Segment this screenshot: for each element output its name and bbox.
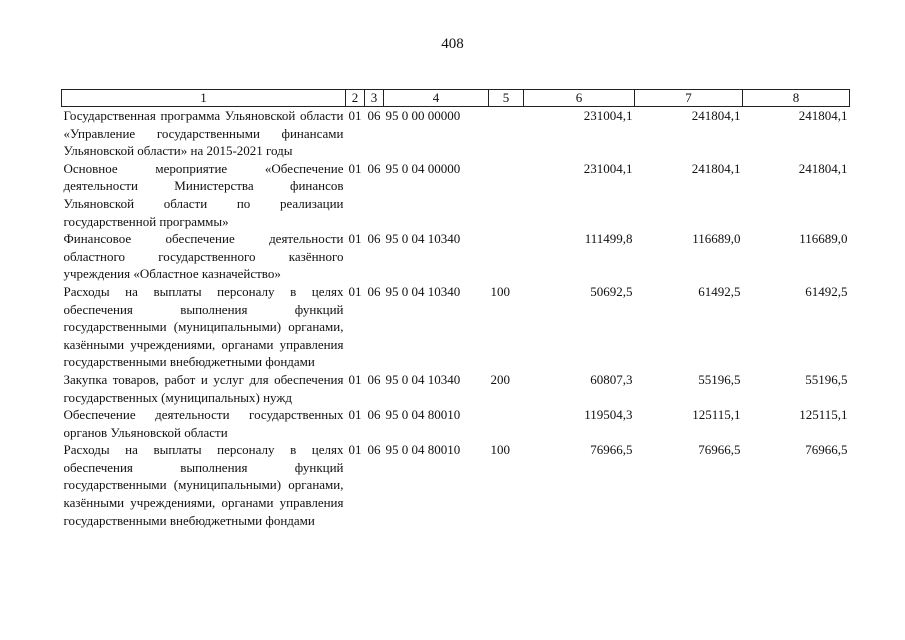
table-header (62, 90, 850, 107)
row-target-code: 95 0 00 00000 (385, 108, 461, 123)
row-expense-type (489, 230, 524, 283)
row-subsection: 06 (367, 407, 381, 423)
row-expense-type (489, 406, 524, 441)
row-amount-col8: 241804,1 (798, 108, 848, 123)
header-col-1: 1 (62, 90, 346, 107)
row-expense-type (489, 107, 524, 160)
table-body (62, 107, 850, 530)
page-number: 408 (441, 36, 464, 52)
header-col-3: 3 (365, 90, 384, 107)
row-amount-col6: 76966,5 (590, 442, 633, 458)
row-section: 01 (348, 108, 362, 123)
row-amount-col8: 61492,5 (805, 283, 848, 299)
row-name: Финансовое обеспечение деятельности областного государственного казённого учреждения «Областное казначейство» (63, 231, 344, 282)
header-col-6: 6 (524, 90, 635, 107)
row-amount-col7: 116689,0 (692, 231, 741, 247)
row-target-code: 95 0 04 80010 (385, 442, 461, 458)
row-amount-col7: 241804,1 (691, 160, 741, 176)
table-row (62, 160, 850, 230)
row-section: 01 (348, 371, 362, 387)
row-subsection: 06 (367, 231, 381, 247)
row-subsection: 06 (367, 283, 381, 299)
header-row (62, 90, 850, 107)
header-col-7: 7 (635, 90, 743, 107)
row-amount-col6: 50692,5 (590, 283, 633, 299)
row-expense-type: 200 (490, 371, 510, 387)
row-target-code: 95 0 04 10340 (385, 283, 461, 299)
row-section: 01 (348, 160, 362, 176)
row-target-code: 95 0 04 10340 (385, 371, 461, 387)
row-expense-type: 100 (490, 283, 510, 299)
row-subsection: 06 (367, 160, 381, 176)
table-row (62, 371, 850, 406)
row-amount-col7: 125115,1 (692, 407, 741, 423)
row-target-code: 95 0 04 00000 (385, 160, 461, 176)
row-amount-col7: 76966,5 (698, 442, 741, 458)
row-amount-col8: 55196,5 (805, 371, 848, 387)
table-row (62, 107, 850, 160)
row-amount-col8: 241804,1 (798, 160, 848, 176)
row-name: Расходы на выплаты персоналу в целях обеспечения выполнения функций государственными (муниципальными) органами, казёнными учреждениями, органами управления государственными внебюджетными фондами (63, 283, 344, 370)
table-row (62, 283, 850, 371)
header-col-4: 4 (384, 90, 489, 107)
row-amount-col8: 116689,0 (799, 231, 848, 247)
row-target-code: 95 0 04 10340 (385, 231, 461, 247)
row-subsection: 06 (367, 108, 381, 123)
row-amount-col6: 111499,8 (584, 231, 633, 247)
row-name: Обеспечение деятельности государственных органов Ульяновской области (63, 407, 344, 440)
row-amount-col8: 76966,5 (805, 442, 848, 458)
row-name: Основное мероприятие «Обеспечение деятельности Министерства финансов Ульяновской области по реализации государственной программы» (63, 160, 344, 229)
row-subsection: 06 (367, 442, 381, 458)
header-col-8: 8 (743, 90, 850, 107)
row-name: Закупка товаров, работ и услуг для обеспечения государственных (муниципальных) нужд (63, 371, 344, 405)
row-amount-col7: 55196,5 (698, 371, 741, 387)
row-section: 01 (348, 407, 362, 423)
header-col-5: 5 (489, 90, 524, 107)
row-amount-col6: 60807,3 (590, 371, 633, 387)
row-amount-col7: 241804,1 (691, 108, 741, 123)
row-section: 01 (348, 283, 362, 299)
row-section: 01 (348, 442, 362, 458)
row-expense-type: 100 (490, 442, 510, 458)
row-amount-col6: 231004,1 (583, 160, 633, 176)
row-section: 01 (348, 231, 362, 247)
row-amount-col7: 61492,5 (698, 283, 741, 299)
row-expense-type (489, 160, 524, 230)
row-name: Расходы на выплаты персоналу в целях обеспечения выполнения функций государственными (муниципальными) органами, казёнными учреждениями, органами управления государственными внебюджетными фондами (63, 442, 344, 528)
row-amount-col6: 231004,1 (583, 108, 633, 123)
table-row (62, 441, 850, 529)
table-row (62, 230, 850, 283)
table-row (62, 406, 850, 441)
budget-table (61, 89, 850, 529)
row-amount-col8: 125115,1 (799, 407, 848, 423)
row-name: Государственная программа Ульяновской области «Управление государственными финансами Ульяновской области» на 2015-2021 годы (63, 108, 344, 159)
row-amount-col6: 119504,3 (584, 407, 633, 423)
row-target-code: 95 0 04 80010 (385, 407, 461, 423)
header-col-2: 2 (346, 90, 365, 107)
row-subsection: 06 (367, 371, 381, 387)
